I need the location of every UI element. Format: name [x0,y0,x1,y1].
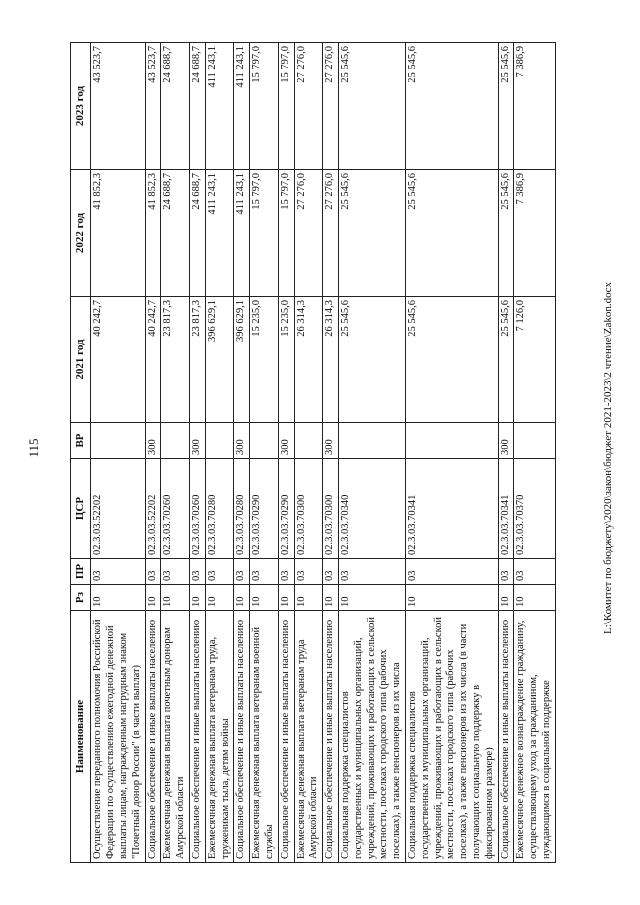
cell-2023: 24 688,7 [161,43,190,170]
cell-2021: 26 314,3 [294,297,323,423]
cell-vr [294,423,323,459]
cell-name: Социальное обеспечение и иные выплаты населению [234,611,250,863]
cell-2022: 7 386,9 [514,170,555,297]
cell-rz: 10 [145,585,161,611]
cell-csr: 02.3.03.70260 [161,459,190,559]
cell-pr: 03 [323,559,339,585]
table-row [514,43,555,863]
cell-vr: 300 [498,423,514,459]
cell-name: Социальное обеспечение и иные выплаты населению [145,611,161,863]
cell-2021: 23 817,3 [161,297,190,423]
header-rz: Рз [71,585,91,611]
cell-name: Ежемесячная денежная выплата почетным донорам Амурской области [161,611,190,863]
cell-csr: 02.3.03.52202 [91,459,145,559]
cell-2022: 25 545,6 [338,170,405,297]
cell-2021: 40 242,7 [145,297,161,423]
table-row [189,43,205,863]
cell-name: Социальное обеспечение и иные выплаты населению [323,611,339,863]
cell-pr: 03 [91,559,145,585]
cell-vr: 300 [189,423,205,459]
cell-2023: 24 688,7 [189,43,205,170]
header-pr: ПР [71,559,91,585]
cell-rz: 10 [323,585,339,611]
cell-pr: 03 [161,559,190,585]
cell-2023: 411 243,1 [205,43,234,170]
cell-pr: 03 [189,559,205,585]
cell-name: Ежемесячная денежная выплата ветеранам военной службы [250,611,279,863]
cell-csr: 02.3.03.70300 [294,459,323,559]
table-row [145,43,161,863]
file-path-footer: L:\Комитет по бюджету\2020\закон\бюджет 2021-2023\2 чтение\Zakon.docx [602,282,614,634]
cell-2023: 25 545,6 [338,43,405,170]
cell-pr: 03 [278,559,294,585]
cell-2022: 27 276,0 [323,170,339,297]
cell-2022: 25 545,6 [498,170,514,297]
cell-2022: 411 243,1 [234,170,250,297]
header-2023: 2023 год [71,43,91,170]
cell-2023: 43 523,7 [91,43,145,170]
cell-vr [514,423,555,459]
table-body [91,43,555,863]
cell-vr: 300 [323,423,339,459]
table-row [498,43,514,863]
cell-pr: 03 [250,559,279,585]
cell-2022: 15 797,0 [250,170,279,297]
header-2021: 2021 год [71,297,91,423]
cell-2021: 7 126,0 [514,297,555,423]
cell-2023: 43 523,7 [145,43,161,170]
cell-pr: 03 [205,559,234,585]
table-row [250,43,279,863]
cell-vr: 300 [278,423,294,459]
cell-2021: 25 545,6 [498,297,514,423]
cell-2022: 15 797,0 [278,170,294,297]
cell-vr: 300 [145,423,161,459]
budget-table [70,42,556,863]
cell-rz: 10 [189,585,205,611]
cell-2023: 27 276,0 [294,43,323,170]
header-name: Наименование [71,611,91,863]
cell-name: Социальное обеспечение и иные выплаты населению [189,611,205,863]
cell-vr [91,423,145,459]
table-row [294,43,323,863]
cell-2023: 25 545,6 [405,43,498,170]
cell-2023: 7 386,9 [514,43,555,170]
table-row [205,43,234,863]
cell-2022: 27 276,0 [294,170,323,297]
cell-rz: 10 [514,585,555,611]
cell-csr: 02.3.03.70290 [278,459,294,559]
table-row [161,43,190,863]
cell-2021: 396 629,1 [234,297,250,423]
table-row [278,43,294,863]
header-csr: ЦСР [71,459,91,559]
cell-pr: 03 [294,559,323,585]
cell-rz: 10 [294,585,323,611]
cell-name: Социальное обеспечение и иные выплаты населению [278,611,294,863]
cell-2021: 25 545,6 [338,297,405,423]
cell-2023: 15 797,0 [278,43,294,170]
cell-2022: 24 688,7 [161,170,190,297]
header-vr: ВР [71,423,91,459]
cell-csr: 02.3.03.70340 [338,459,405,559]
cell-rz: 10 [205,585,234,611]
cell-csr: 02.3.03.52202 [145,459,161,559]
cell-2023: 27 276,0 [323,43,339,170]
cell-csr: 02.3.03.70290 [250,459,279,559]
cell-rz: 10 [498,585,514,611]
cell-vr [161,423,190,459]
cell-rz: 10 [91,585,145,611]
cell-2021: 26 314,3 [323,297,339,423]
cell-2021: 396 629,1 [205,297,234,423]
cell-csr: 02.3.03.70280 [205,459,234,559]
cell-csr: 02.3.03.70260 [189,459,205,559]
cell-2022: 411 243,1 [205,170,234,297]
cell-pr: 03 [145,559,161,585]
table-row [91,43,145,863]
cell-2021: 25 545,6 [405,297,498,423]
cell-csr: 02.3.03.70341 [405,459,498,559]
cell-2022: 41 852,3 [91,170,145,297]
cell-rz: 10 [234,585,250,611]
cell-vr [250,423,279,459]
cell-2022: 41 852,3 [145,170,161,297]
rotated-table-container [70,43,590,863]
cell-name: Осуществление переданного полномочия Российской Федерации по осуществлению ежегодной денежной выплаты лицам, награжденным нагрудным знаком "Почетный донор России" (в части выплат) [91,611,145,863]
header-2022: 2022 год [71,170,91,297]
cell-vr [338,423,405,459]
cell-2022: 25 545,6 [405,170,498,297]
cell-name: Социальная поддержка специалистов государственных и муниципальных организаций, учреждений, проживающих и работающих в сельской местности, поселках городского типа (рабочих поселках), а также пенсионеров из их числа (в части получающих социальную поддержку в фиксированном размере) [405,611,498,863]
cell-pr: 03 [338,559,405,585]
cell-rz: 10 [405,585,498,611]
cell-vr [405,423,498,459]
cell-csr: 02.3.03.70370 [514,459,555,559]
cell-2023: 411 243,1 [234,43,250,170]
cell-2021: 15 235,0 [250,297,279,423]
table-header-row [71,43,91,863]
cell-vr: 300 [234,423,250,459]
cell-pr: 03 [514,559,555,585]
cell-2023: 15 797,0 [250,43,279,170]
cell-name: Ежемесячное денежное вознаграждение гражданину, осуществляющему уход за гражданином, нуждающимся в социальной поддержке [514,611,555,863]
cell-vr [205,423,234,459]
cell-name: Ежемесячная денежная выплата ветеранам труда Амурской области [294,611,323,863]
cell-pr: 03 [234,559,250,585]
cell-csr: 02.3.03.70280 [234,459,250,559]
cell-rz: 10 [250,585,279,611]
budget-table-area [70,43,640,859]
cell-name: Социальное обеспечение и иные выплаты населению [498,611,514,863]
cell-csr: 02.3.03.70341 [498,459,514,559]
table-row [405,43,498,863]
cell-pr: 03 [405,559,498,585]
cell-pr: 03 [498,559,514,585]
cell-rz: 10 [161,585,190,611]
cell-csr: 02.3.03.70300 [323,459,339,559]
cell-name: Социальная поддержка специалистов государственных и муниципальных организаций, учреждений, проживающих и работающих в сельской местности, поселках городского типа (рабочих поселках), а также пенсионеров из их числа [338,611,405,863]
table-row [323,43,339,863]
cell-name: Ежемесячная денежная выплата ветеранам труда, труженикам тыла, детям войны [205,611,234,863]
cell-rz: 10 [278,585,294,611]
table-row [234,43,250,863]
table-row [338,43,405,863]
cell-2021: 40 242,7 [91,297,145,423]
cell-2021: 15 235,0 [278,297,294,423]
cell-2022: 24 688,7 [189,170,205,297]
cell-2021: 23 817,3 [189,297,205,423]
page-number: 115 [26,438,41,458]
cell-2023: 25 545,6 [498,43,514,170]
cell-rz: 10 [338,585,405,611]
